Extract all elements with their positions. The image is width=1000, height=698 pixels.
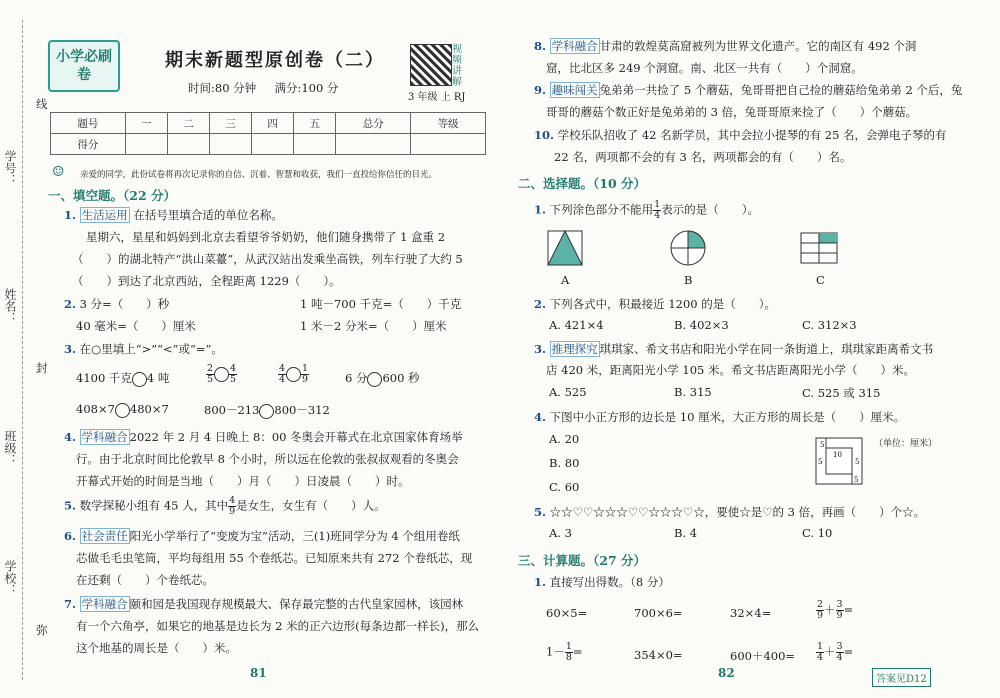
diagram-label: 5 — [818, 458, 823, 466]
q3-compare-e — [76, 402, 169, 418]
compare-right: 600 秒 — [382, 371, 420, 385]
question-text: 在括号里填合适的单位名称。 — [133, 208, 283, 222]
fraction: $\frac{1}{9}$ — [302, 363, 309, 385]
fraction: $\frac{1}{4}$ — [817, 641, 824, 663]
score-cell[interactable] — [167, 134, 209, 155]
video-explain-label: 视频讲解 — [452, 44, 462, 88]
table-cell: 得分 — [51, 134, 126, 155]
fraction: $\frac{1}{4}$ — [654, 199, 661, 221]
answer-reference[interactable]: 答案见D12 — [872, 668, 931, 687]
unit-note: （单位：厘米） — [874, 439, 938, 449]
tag-interdisciplinary: 学科融合 — [81, 597, 128, 611]
compare-left: 800－213 — [204, 403, 260, 417]
fraction: $\frac{3}{4}$ — [836, 641, 843, 663]
student-id-label: 学号： — [3, 150, 17, 186]
score-cell[interactable] — [411, 134, 486, 155]
margin-seal-char: 封 — [36, 361, 48, 375]
tag-life: 生活运用 — [81, 208, 128, 222]
option-b[interactable]: B. 80 — [549, 456, 580, 470]
choice-1: 1. 下列涂色部分不能用 $\frac{1}{4}$ 表示的是（ ）。 — [534, 199, 759, 221]
fraction: $\frac{4}{9}$ — [229, 495, 236, 517]
tag-reasoning: 推理探究 — [551, 342, 598, 356]
tag-fun: 趣味闯关 — [551, 83, 598, 97]
question-text: 甘肃的敦煌莫高窟被列为世界文化遗产。它的南区有 492 个洞 — [599, 39, 917, 53]
fraction: $\frac{1}{8}$ — [565, 641, 572, 663]
question-text: 数学探秘小组有 45 人，其中 — [79, 498, 229, 513]
option-a[interactable]: A. 3 — [549, 526, 572, 540]
score-cell[interactable] — [294, 134, 336, 155]
fraction: $\frac{4}{4}$ — [279, 363, 286, 385]
q6-line2: 芯做毛毛虫笔筒，平均每组用 55 个卷纸芯。已知原来共有 272 个卷纸芯，现 — [76, 551, 473, 565]
margin-line-char: 线 — [36, 97, 48, 111]
question-5: 5. 数学探秘小组有 45 人，其中 $\frac{4}{9}$ 是女生，女生有（ ）人。 — [64, 495, 386, 517]
table-cell: 四 — [252, 113, 294, 134]
score-cell[interactable] — [336, 134, 411, 155]
compare-left: 6 分 — [345, 371, 368, 385]
binding-line — [22, 20, 23, 680]
q1-line2: （ ）的湖北特产“洪山菜薹”，从武汉站出发乘坐高铁，列车行驶了大约 5 — [72, 252, 463, 266]
choice-4: 4. 下图中小正方形的边长是 10 厘米，大正方形的周长是（ ）厘米。 — [534, 410, 906, 424]
q3-compare-f — [204, 402, 330, 419]
question-1: 1. 生活运用 在括号里填合适的单位名称。 — [64, 208, 283, 222]
q6-line3: 在还剩（ ）个卷纸芯。 — [76, 573, 214, 587]
question-text: 是女生，女生有（ ）人。 — [236, 498, 386, 513]
calc-item-fraction: $\frac{1}{4}$ ＋ $\frac{3}{4}$ = — [817, 641, 854, 663]
table-cell: 三 — [210, 113, 252, 134]
q8-line2: 窟，比北区多 249 个洞窟。南、北区一共有（ ）个洞窟。 — [546, 61, 863, 75]
choice-3: 3. 推理探究 琪琪家、希文书店和阳光小学在同一条街道上，琪琪家距离希文书 — [534, 342, 934, 356]
fraction: $\frac{3}{9}$ — [836, 599, 843, 621]
question-2b: 1 吨－700 千克=（ ）千克 — [300, 297, 462, 311]
score-table-score-row — [51, 134, 486, 155]
tag-interdisciplinary: 学科融合 — [551, 39, 598, 53]
table-cell: 等级 — [411, 113, 486, 134]
fraction: $\frac{2}{9}$ — [817, 599, 824, 621]
choice-2: 2. 下列各式中，积最接近 1200 的是（ ）。 — [534, 297, 776, 311]
option-a[interactable]: A. 525 — [549, 385, 587, 399]
school-label: 学校： — [3, 560, 17, 596]
diagram-label: 5 — [854, 476, 859, 484]
question-3: 3. 在○里填上“>”“<”或“=”。 — [64, 342, 223, 356]
q3-compare-d — [345, 370, 420, 387]
exam-info — [188, 80, 338, 96]
margin-mi-char: 弥 — [36, 623, 48, 637]
calc-item: 700×6= — [634, 606, 683, 620]
option-c[interactable]: C. 10 — [802, 526, 833, 540]
score-table — [50, 112, 486, 155]
fraction: $\frac{2}{5}$ — [207, 363, 214, 385]
calc-item-fraction: 1－ $\frac{1}{8}$ = — [546, 641, 583, 663]
question-2d: 1 米－2 分米=（ ）厘米 — [300, 319, 447, 333]
smile-icon: ☺ — [52, 164, 65, 180]
q4-line2: 行。由于北京时间比伦敦早 8 个小时，所以远在伦敦的张叔叔观看的冬奥会 — [76, 452, 459, 466]
table-cell: 五 — [294, 113, 336, 134]
calc-item: 600＋400= — [730, 649, 796, 663]
compare-circle[interactable] — [259, 404, 274, 419]
score-cell[interactable] — [252, 134, 294, 155]
option-b[interactable]: B. 4 — [674, 526, 698, 540]
diagram-label: 5 — [820, 441, 825, 449]
q7-line2: 有一个六角亭，如果它的地基是边长为 2 米的正六边形(每条边都一样长)，那么 — [76, 619, 480, 633]
question-text: 下图中小正方形的边长是 10 厘米，大正方形的周长是（ ）厘米。 — [549, 410, 906, 424]
qr-code-icon[interactable] — [410, 44, 452, 86]
fraction: $\frac{4}{5}$ — [230, 363, 237, 385]
option-c[interactable]: C. 525 或 315 — [802, 386, 881, 400]
question-text: 直接写出得数。（8 分） — [549, 575, 670, 589]
question-10: 10. 学校乐队招收了 42 名新学员，其中会拉小提琴的有 25 名，会弹电子琴的有 — [534, 128, 947, 142]
q9-line2: 哥哥的蘑菇个数正好是兔弟弟的 3 倍，兔哥哥原来捡了（ ）个蘑菇。 — [546, 105, 918, 119]
compare-right: 480×7 — [129, 402, 169, 416]
name-label: 姓名： — [3, 288, 17, 324]
calc-item-fraction: $\frac{2}{9}$ ＋ $\frac{3}{9}$ = — [817, 599, 854, 621]
question-8: 8. 学科融合 甘肃的敦煌莫高窟被列为世界文化遗产。它的南区有 492 个洞 — [534, 39, 917, 53]
table-cell: 二 — [167, 113, 209, 134]
time-limit: 时间:80 分钟 — [188, 81, 257, 95]
q7-line3: 这个地基的周长是（ ）米。 — [76, 641, 237, 655]
shape-a-square-triangle — [547, 230, 583, 266]
question-text: 下列涂色部分不能用 — [549, 202, 654, 217]
choice-5: 5. ☆☆♡♡☆☆☆♡♡☆☆☆♡☆，要使☆是♡的 3 倍，再画（ ）个☆。 — [534, 505, 926, 519]
question-text: 2022 年 2 月 4 日晚上 8：00 冬奥会开幕式在北京国家体育场举 — [129, 430, 463, 444]
section-calculation: 三、计算题。（27 分） — [518, 553, 646, 568]
q3-compare-c — [278, 364, 309, 385]
compare-left: 4100 千克 — [76, 371, 132, 385]
q3-compare-b — [206, 364, 237, 385]
q4-line3: 开幕式开始的时间是当地（ ）月（ ）日凌晨（ ）时。 — [76, 474, 410, 488]
page-title: 期末新题型原创卷（二） — [165, 50, 385, 71]
calc-item: 32×4= — [730, 606, 772, 620]
q1-line3: （ ）到达了北京西站，全程距离 1229（ ）。 — [72, 274, 341, 288]
option-c-label[interactable]: C — [816, 273, 825, 287]
option-b-label[interactable]: B — [684, 273, 693, 287]
question-text: 3 分=（ ）秒 — [79, 297, 170, 311]
shape-c-grid — [800, 232, 838, 264]
grade-label: 3 年级 上 RJ — [408, 92, 466, 103]
compare-right: 800－312 — [274, 403, 330, 417]
table-cell: 一 — [125, 113, 167, 134]
question-2c: 40 毫米=（ ）厘米 — [76, 319, 196, 333]
compare-circle[interactable] — [132, 372, 147, 387]
calc-heading: 1. 直接写出得数。（8 分） — [534, 575, 670, 589]
question-text: 下列各式中，积最接近 1200 的是（ ）。 — [549, 297, 776, 311]
question-text: 在○里填上“>”“<”或“=”。 — [79, 342, 223, 356]
option-a[interactable]: A. 20 — [549, 432, 580, 446]
compare-circle[interactable] — [115, 403, 130, 418]
question-6: 6. 社会责任 阳光小学举行了“变废为宝”活动，三(1)班同学分为 4 个组用卷纸 — [64, 529, 460, 543]
question-text: 表示的是（ ）。 — [661, 202, 759, 217]
question-text: 兔弟弟一共捡了 5 个蘑菇，兔哥哥把自己捡的蘑菇给兔弟弟 2 个后，兔 — [599, 83, 963, 97]
table-cell: 题号 — [51, 113, 126, 134]
score-cell[interactable] — [125, 134, 167, 155]
option-a[interactable]: A. 421×4 — [549, 318, 604, 332]
square-diagram — [808, 430, 870, 492]
score-table-header-row — [51, 113, 486, 134]
compare-left: 408×7 — [76, 402, 115, 416]
calc-item: 354×0= — [634, 648, 683, 662]
option-b[interactable]: B. 402×3 — [674, 318, 729, 332]
compare-right: 4 吨 — [146, 371, 170, 385]
shape-b-circle — [670, 230, 706, 266]
series-logo: 小学必刷卷 — [48, 40, 120, 92]
score-cell[interactable] — [210, 134, 252, 155]
question-7: 7. 学科融合 颐和园是我国现存规模最大、保存最完整的古代皇家园林，该园林 — [64, 597, 464, 611]
compare-circle[interactable] — [214, 367, 229, 382]
diagram-label: 5 — [855, 458, 860, 466]
question-text: 阳光小学举行了“变废为宝”活动，三(1)班同学分为 4 个组用卷纸 — [129, 529, 460, 543]
table-cell: 总分 — [336, 113, 411, 134]
calc-item: 60×5= — [546, 606, 588, 620]
option-c[interactable]: C. 60 — [549, 480, 580, 494]
question-text: 颐和园是我国现存规模最大、保存最完整的古代皇家园林，该园林 — [129, 597, 464, 611]
class-label: 班级： — [3, 430, 17, 466]
c3-line2: 店 420 米，距离阳光小学 105 米。希文书店距离阳光小学（ ）米。 — [546, 363, 916, 377]
option-c[interactable]: C. 312×3 — [802, 318, 857, 332]
section-fill-blanks: 一、填空题。（22 分） — [48, 188, 176, 203]
q10-line2: 22 名，两项都不会的有 3 名，两项都会的有（ ）名。 — [554, 150, 852, 164]
motto-text: 亲爱的同学，此份试卷将再次记录你的自信、沉着、智慧和收获，我们一直投给你信任的目光。 — [80, 170, 438, 180]
compare-circle[interactable] — [286, 367, 301, 382]
question-text: 学校乐队招收了 42 名新学员，其中会拉小提琴的有 25 名，会弹电子琴的有 — [557, 128, 947, 142]
compare-circle[interactable] — [367, 372, 382, 387]
option-a-label[interactable]: A — [561, 273, 570, 287]
question-4: 4. 学科融合 2022 年 2 月 4 日晚上 8：00 冬奥会开幕式在北京国家体育场举 — [64, 430, 463, 444]
page-number-right: 82 — [718, 666, 735, 680]
q3-compare-a — [76, 370, 169, 387]
diagram-label: 10 — [833, 451, 842, 459]
q1-line1: 星期六，星星和妈妈到北京去看望爷爷奶奶，他们随身携带了 1 盒重 2 — [86, 230, 446, 244]
page-number-left: 81 — [250, 666, 267, 680]
section-choice: 二、选择题。（10 分） — [518, 176, 646, 191]
question-text: 琪琪家、希文书店和阳光小学在同一条街道上，琪琪家距离希文书 — [599, 342, 934, 356]
question-text: ☆☆♡♡☆☆☆♡♡☆☆☆♡☆，要使☆是♡的 3 倍，再画（ ）个☆。 — [549, 505, 926, 519]
tag-interdisciplinary: 学科融合 — [81, 430, 128, 444]
tag-social: 社会责任 — [81, 529, 128, 543]
full-score: 满分:100 分 — [274, 81, 339, 95]
question-9: 9. 趣味闯关 兔弟弟一共捡了 5 个蘑菇，兔哥哥把自己捡的蘑菇给兔弟弟 2 个后，兔 — [534, 83, 963, 97]
question-2a: 2. 3 分=（ ）秒 — [64, 297, 170, 311]
option-b[interactable]: B. 315 — [674, 385, 712, 399]
